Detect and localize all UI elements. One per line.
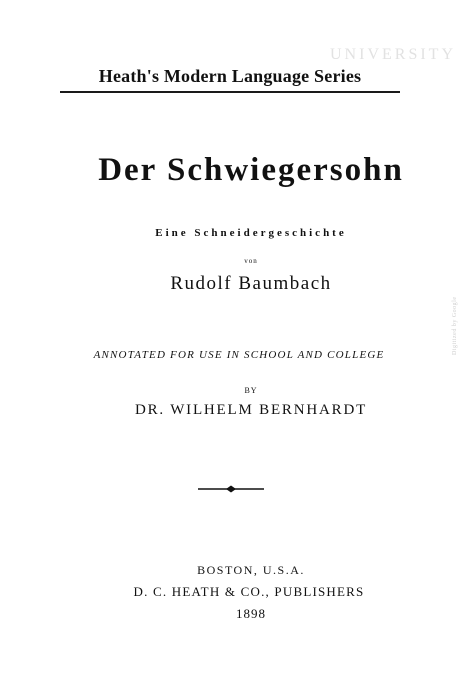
ornament-divider-icon <box>198 484 264 494</box>
book-title: Der Schwiegersohn <box>98 152 404 188</box>
publication-city: BOSTON, U.S.A. <box>197 563 305 577</box>
series-rule <box>60 91 400 93</box>
series-title: Heath's Modern Language Series <box>98 66 362 86</box>
von-label: von <box>244 257 258 265</box>
publisher-name: D. C. HEATH & CO., PUBLISHERS <box>133 584 365 599</box>
publication-year: 1898 <box>236 606 266 621</box>
by-label: BY <box>244 386 258 395</box>
book-subtitle: Eine Schneidergeschichte <box>155 227 347 239</box>
bleed-through-stamp: UNIVERSITY <box>330 46 456 63</box>
author-name: Rudolf Baumbach <box>170 273 332 294</box>
editor-name: DR. WILHELM BERNHARDT <box>134 402 368 418</box>
bleed-through-vertical-text: Digitized by Google <box>452 296 458 355</box>
annotation-line: ANNOTATED FOR USE IN SCHOOL AND COLLEGE <box>93 349 385 361</box>
